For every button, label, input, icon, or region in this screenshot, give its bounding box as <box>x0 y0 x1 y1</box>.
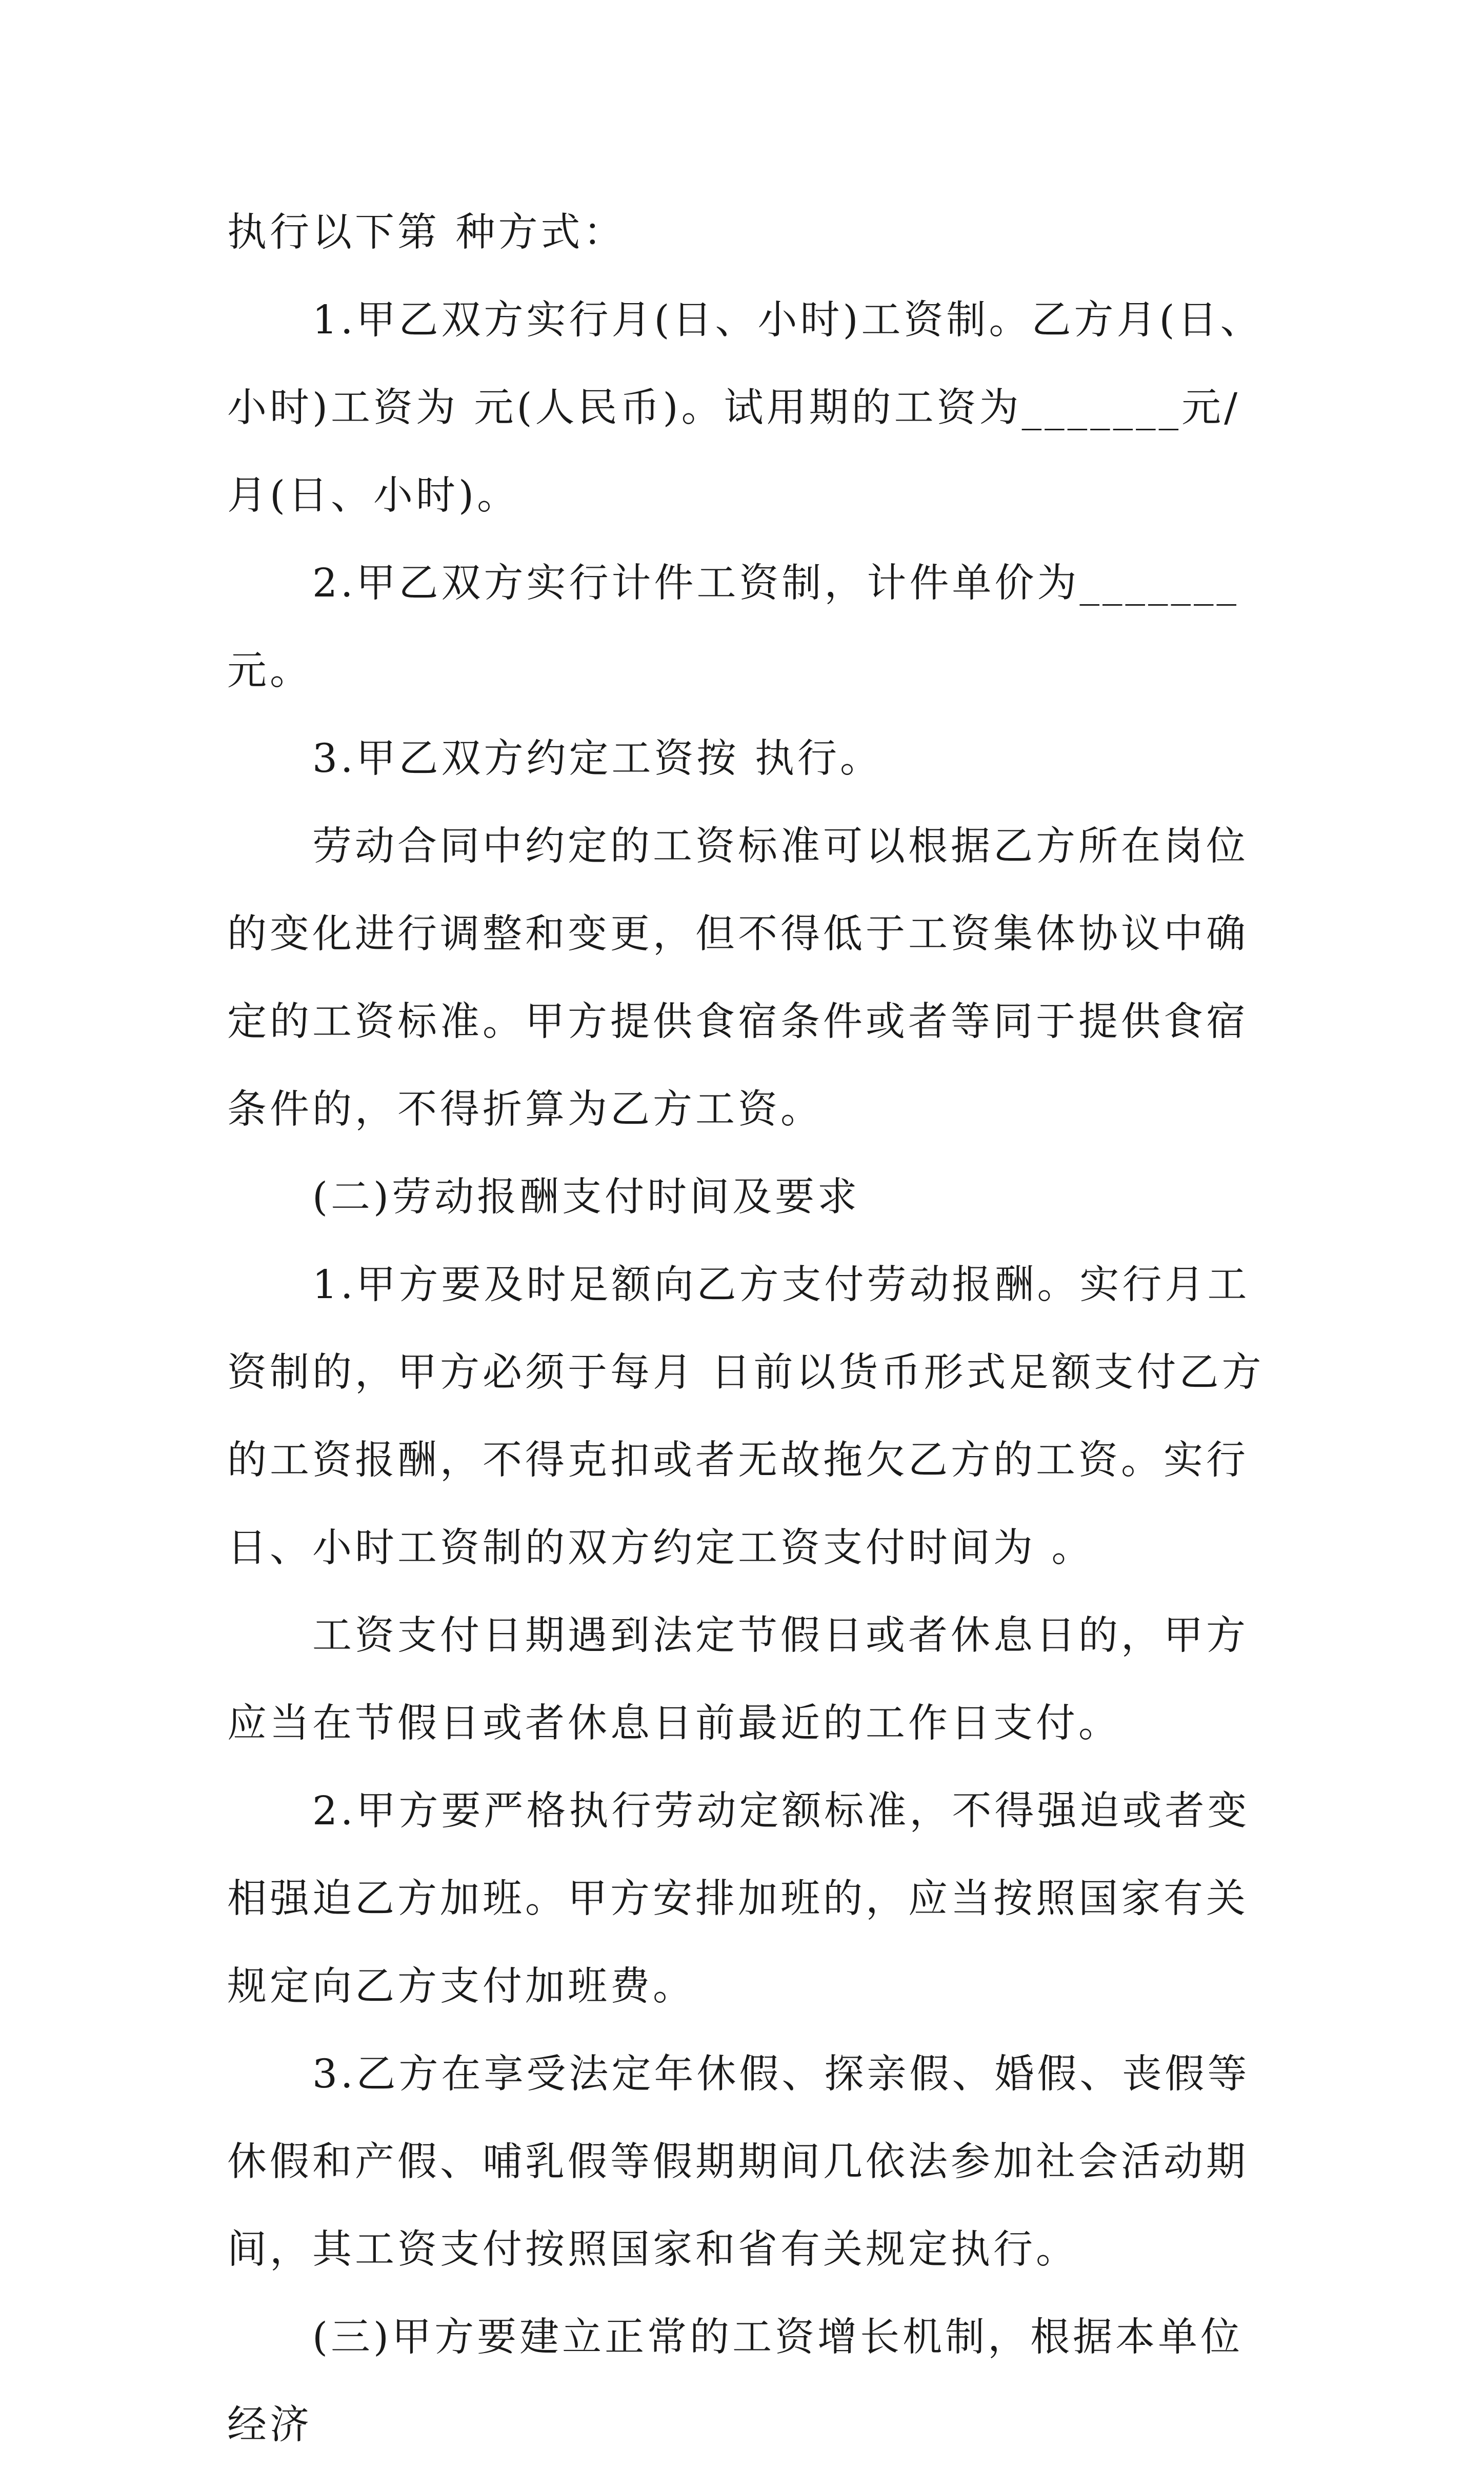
paragraph-agreed-wage: 3.甲乙双方约定工资按 执行。 <box>312 736 883 782</box>
document-body <box>227 189 1278 2469</box>
paragraph-wage-adjustment: 劳动合同中约定的工资标准可以根据乙方所在岗位的变化进行调整和变更，但不得低于工资集体协议中确定的工资标准。甲方提供食宿条件或者等同于提供食宿条件的，不得折算为乙方工资。 <box>227 824 1249 1132</box>
paragraph-piece-rate: 2.甲乙双方实行计件工资制，计件单价为_______元。 <box>227 561 1239 694</box>
paragraph-leave-wage: 3.乙方在享受法定年休假、探亲假、婚假、丧假等休假和产假、哺乳假等假期期间几依法参加社会活动期间，其工资支付按照国家和省有关规定执行。 <box>227 2052 1250 2273</box>
paragraph-monthly-wage: 1.甲乙双方实行月(日、小时)工资制。乙方月(日、小时)工资为 元(人民币)。试用期的工资为_______元/月(日、小时)。 <box>227 297 1263 519</box>
paragraph-overtime: 2.甲方要严格执行劳动定额标准，不得强迫或者变相强迫乙方加班。甲方安排加班的，应当按照国家有关规定向乙方支付加班费。 <box>227 1788 1250 2009</box>
paragraph-payment-method-intro: 执行以下第 种方式： <box>227 210 626 255</box>
paragraph-timely-payment: 1.甲方要及时足额向乙方支付劳动报酬。实行月工资制的，甲方必须于每月 日前以货币形式足额支付乙方的工资报酬，不得克扣或者无故拖欠乙方的工资。实行日、小时工资制的双方约定工资支付时间为 。 <box>227 1262 1265 1571</box>
section-heading-wage-growth: (三)甲方要建立正常的工资增长机制，根据本单位经济 <box>227 2315 1244 2448</box>
paragraph-holiday-payment: 工资支付日期遇到法定节假日或者休息日的，甲方应当在节假日或者休息日前最近的工作日支付。 <box>227 1613 1249 1746</box>
section-heading-payment-time: (二)劳动报酬支付时间及要求 <box>312 1174 860 1220</box>
